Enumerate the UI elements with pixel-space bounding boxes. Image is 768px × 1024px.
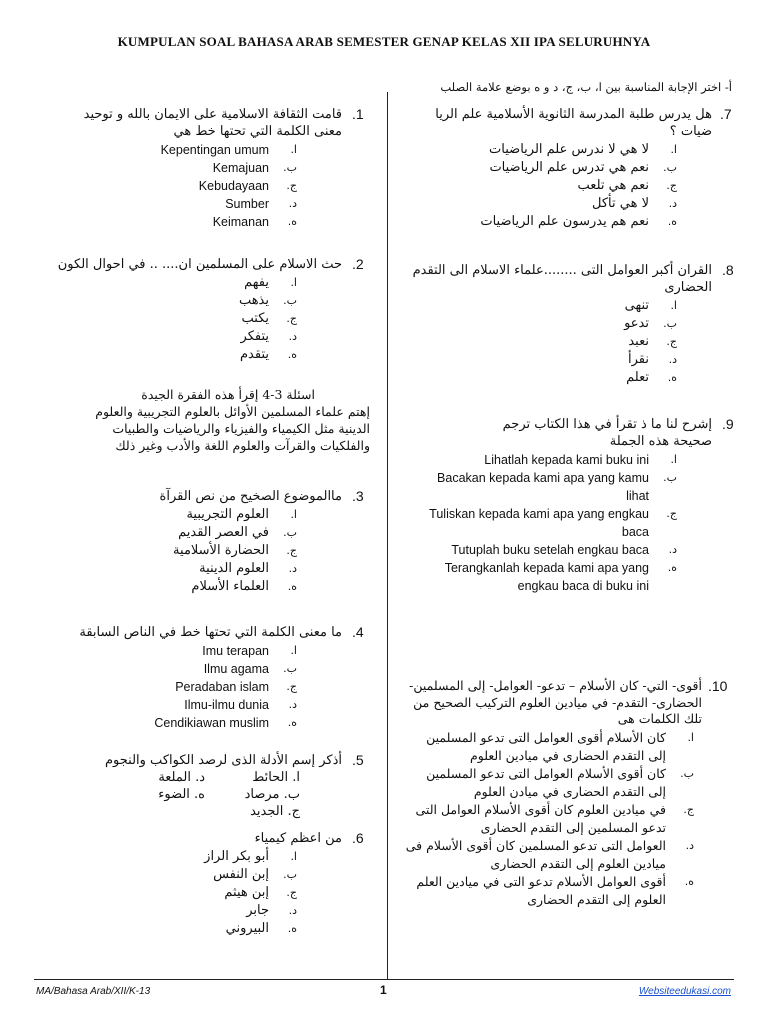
option-text: Lihatlah kepada kami buku ini xyxy=(484,453,649,467)
question-6-number: .6 xyxy=(352,830,364,846)
q6-option-c[interactable] xyxy=(200,884,297,902)
question-3-text: ماالموضوع الصخيح من نص القرآة xyxy=(159,489,342,504)
option-text: كان أقوى الأسلام العوامل التى تدعو المسلمين إلى التقدم الحضارى في ميادن العلوم xyxy=(426,765,666,799)
q6-option-b[interactable] xyxy=(200,866,297,884)
q10-option-b[interactable] xyxy=(405,765,694,801)
question-7-text: هل يدرس طلبة المدرسة الثانوية الأسلامية علم الريا ضيات ؟ xyxy=(435,107,712,139)
q10-option-c[interactable] xyxy=(405,801,694,837)
question-10-text: أقوى- التي- كان الأسلام – تدعو- العوامل- إلى المسلمين- الحضارى- التقدم- في ميادين العلوم التركيب الصحيح من تلك الكلمات هى xyxy=(409,678,702,726)
question-7-number: .7 xyxy=(720,106,732,122)
q2-option-a[interactable] xyxy=(207,274,297,292)
q10-option-a[interactable] xyxy=(405,729,694,765)
option-letter: د. xyxy=(668,353,677,366)
q8-option-c[interactable] xyxy=(607,333,677,351)
option-letter: ه. xyxy=(684,874,694,888)
q4-option-d[interactable] xyxy=(122,696,297,714)
q9-option-c[interactable] xyxy=(427,505,677,541)
q1-option-e[interactable] xyxy=(70,213,297,231)
question-2 xyxy=(40,256,342,364)
option-text: الحضارة الأسلامية xyxy=(173,543,269,558)
question-2-text: حث الاسلام على المسلمين ان.... .. في احوال الكون xyxy=(57,257,342,272)
question-4-text: ما معنى الكلمة التي تحتها خط في الناص السابقة xyxy=(79,625,342,640)
option-letter: ب. xyxy=(283,662,297,675)
option-letter: د. xyxy=(668,543,677,556)
q6-option-a[interactable] xyxy=(200,848,297,866)
option-text: كان الأسلام أقوى العوامل التى تدعو المسلمين إلى التقدم الحضارى في ميادين العلوم xyxy=(426,729,666,763)
q7-option-a[interactable] xyxy=(405,141,677,159)
q4-option-a[interactable] xyxy=(122,642,297,660)
q2-option-c[interactable] xyxy=(207,310,297,328)
option-text: نعم هي تدرس علم الرياضيات xyxy=(489,160,649,175)
option-letter: ج. xyxy=(683,802,694,816)
q5-option-d[interactable]: د. الملعة xyxy=(158,770,205,785)
option-letter: د. xyxy=(288,330,297,343)
q7-option-e[interactable] xyxy=(405,213,677,231)
option-letter: ا. xyxy=(670,143,677,156)
q4-option-b[interactable] xyxy=(122,660,297,678)
option-letter: ا. xyxy=(290,508,297,521)
passage-heading: اسئلة 3-4 إقرأ هذه الفقرة الجيدة xyxy=(141,387,315,402)
question-8 xyxy=(410,262,712,387)
option-text: يكتب xyxy=(241,311,269,326)
q5-option-e[interactable]: ه. الضوء xyxy=(158,787,205,802)
q9-option-b[interactable] xyxy=(427,469,677,505)
option-letter: ا. xyxy=(290,276,297,289)
q1-option-a[interactable] xyxy=(70,141,297,159)
option-letter: ج. xyxy=(286,544,297,557)
question-1-text: قامت الثقافة الاسلامية على الايمان بالله و توحيد معنى الكلمة التي تحتها خط هي xyxy=(83,107,342,139)
question-10-number: .10 xyxy=(708,678,728,694)
q2-option-b[interactable] xyxy=(207,292,297,310)
q3-option-e[interactable] xyxy=(137,578,297,596)
q5-option-a[interactable]: ا. الحائط xyxy=(252,770,300,785)
option-letter: ه. xyxy=(667,371,677,384)
q8-option-a[interactable] xyxy=(607,297,677,315)
question-4-number: .4 xyxy=(352,624,364,640)
question-10 xyxy=(405,678,702,909)
q7-option-d[interactable] xyxy=(405,195,677,213)
instruction-text: أ- اختر الإجابة المناسبة بين ا، ب، ج، د و ه بوضع علامة الصلب xyxy=(440,80,732,94)
option-text: يتفكر xyxy=(240,329,269,344)
option-text: Ilmu-ilmu dunia xyxy=(184,698,269,712)
option-text: نعم هي تلعب xyxy=(577,178,649,193)
q10-option-d[interactable] xyxy=(405,837,694,873)
footer-course-code: MA/Bahasa Arab/XII/K-13 xyxy=(36,986,151,997)
question-5-text: أذكر إسم الأدلة الذى لرصد الكواكب والنجوم xyxy=(105,753,342,768)
q5-option-b[interactable]: ب. مرصاد xyxy=(244,787,300,802)
option-letter: ب. xyxy=(283,161,297,174)
option-letter: ا. xyxy=(670,299,677,312)
option-text: Terangkanlah kepada kami apa yang engkau baca di buku ini xyxy=(444,561,649,593)
option-letter: ب. xyxy=(283,294,297,307)
option-text: العوامل التى تدعو المسلمين كان أقوى الأسلام فى ميادين العلوم إلى التقدم الحضارى xyxy=(405,837,666,871)
q8-option-e[interactable] xyxy=(607,369,677,387)
option-letter: ب. xyxy=(663,317,677,330)
option-letter: ه. xyxy=(287,716,297,729)
website-link[interactable]: Websiteedukasi.com xyxy=(638,986,731,997)
option-text: تنهى xyxy=(624,298,649,313)
option-letter: ج. xyxy=(666,179,677,192)
option-letter: د. xyxy=(288,562,297,575)
q9-option-a[interactable] xyxy=(427,451,677,469)
option-letter: ا. xyxy=(290,850,297,863)
option-letter: ج. xyxy=(286,680,297,693)
q1-option-c[interactable] xyxy=(70,177,297,195)
question-4 xyxy=(60,624,342,732)
q6-option-e[interactable] xyxy=(200,920,297,938)
q2-option-d[interactable] xyxy=(207,328,297,346)
option-text: العلوم الدينية xyxy=(199,561,269,576)
question-1 xyxy=(70,106,342,231)
option-letter: ه. xyxy=(667,561,677,574)
question-1-number: .1 xyxy=(352,106,364,122)
option-letter: ا. xyxy=(290,644,297,657)
option-text: أقوى العوامل الأسلام تدعو التى في ميادين العلم العلوم إلى التقدم الحضارى xyxy=(416,873,666,907)
option-text: في العصر القديم xyxy=(178,525,269,540)
option-letter: ج. xyxy=(286,179,297,192)
option-text: Kepentingan umum xyxy=(160,143,269,157)
q9-option-e[interactable] xyxy=(427,559,677,595)
q6-option-d[interactable] xyxy=(200,902,297,920)
option-text: Kemajuan xyxy=(212,161,269,175)
q3-option-a[interactable] xyxy=(137,506,297,524)
option-letter: د. xyxy=(685,838,694,852)
option-text: العلوم التجريبية xyxy=(186,507,269,522)
option-letter: ه. xyxy=(287,580,297,593)
option-letter: ه. xyxy=(667,215,677,228)
q9-option-d[interactable] xyxy=(427,541,677,559)
option-letter: ا. xyxy=(670,453,677,466)
q3-option-d[interactable] xyxy=(137,560,297,578)
option-text: يفهم xyxy=(244,275,269,290)
option-text: إبن هيثم xyxy=(224,885,269,900)
question-9-number: .9 xyxy=(722,416,734,432)
option-text: Tutuplah buku setelah engkau baca xyxy=(451,543,649,557)
option-text: Cendikiawan muslim xyxy=(154,716,269,730)
column-divider xyxy=(387,92,388,979)
option-text: لا هي لا ندرس علم الرياضيات xyxy=(489,142,649,157)
option-letter: ه. xyxy=(287,348,297,361)
option-text: تعلم xyxy=(626,370,649,385)
option-letter: د. xyxy=(288,698,297,711)
option-text: أبو بكر الراز xyxy=(204,849,269,864)
option-letter: ب. xyxy=(663,471,677,484)
option-letter: ه. xyxy=(287,215,297,228)
option-text: Ilmu agama xyxy=(203,662,269,676)
option-text: يذهب xyxy=(238,293,269,308)
option-text: نعم هم يدرسون علم الرياضيات xyxy=(480,214,649,229)
footer-divider xyxy=(34,979,734,980)
q10-option-e[interactable] xyxy=(405,873,694,909)
option-text: نقرأ xyxy=(628,352,649,367)
option-text: نعبد xyxy=(628,334,649,349)
reading-passage xyxy=(80,386,370,454)
q4-option-e[interactable] xyxy=(122,714,297,732)
question-5 xyxy=(90,752,342,820)
question-5-number: .5 xyxy=(352,752,364,768)
option-letter: ج. xyxy=(666,335,677,348)
q1-option-d[interactable] xyxy=(70,195,297,213)
question-3-number: .3 xyxy=(352,488,364,504)
q7-option-c[interactable] xyxy=(405,177,677,195)
q8-option-b[interactable] xyxy=(607,315,677,333)
question-8-text: القران أكبر العوامل التى ........علماء الاسلام الى التقدم الحضارى xyxy=(412,263,712,295)
option-letter: ا. xyxy=(687,730,694,744)
question-9-text: إشرح لنا ما ذ تقرأ في هذا الكتاب ترجم صحيحة هذه الجملة xyxy=(502,417,712,449)
option-text: جابر xyxy=(246,903,269,918)
q3-option-c[interactable] xyxy=(137,542,297,560)
option-text: البيروني xyxy=(225,921,269,936)
option-letter: د. xyxy=(288,197,297,210)
page-title: KUMPULAN SOAL BAHASA ARAB SEMESTER GENAP KELAS XII IPA SELURUHNYA xyxy=(117,34,651,49)
question-2-number: .2 xyxy=(352,256,364,272)
option-letter: ب. xyxy=(663,161,677,174)
option-letter: ج. xyxy=(286,886,297,899)
option-letter: ج. xyxy=(666,507,677,520)
question-8-number: .8 xyxy=(722,262,734,278)
q5-option-c[interactable]: ج. الجديد xyxy=(250,804,300,819)
option-text: Kebudayaan xyxy=(198,179,269,193)
question-6-text: من اعظم كيمياء xyxy=(254,831,342,846)
q3-option-b[interactable] xyxy=(137,524,297,542)
question-3 xyxy=(120,488,342,596)
q8-option-d[interactable] xyxy=(607,351,677,369)
q7-option-b[interactable] xyxy=(405,159,677,177)
passage-body: إهتم علماء المسلمين الأوائل بالعلوم التجريبية والعلوم الدينية مثل الكيمياء والفيزياء والرياضيات والطبيات والفلكيات والقرآت والعلوم اللغة والأدب وغير ذلك xyxy=(95,404,370,453)
q1-option-b[interactable] xyxy=(70,159,297,177)
option-text: Tuliskan kepada kami apa yang engkau baca xyxy=(429,507,649,539)
question-6 xyxy=(200,830,342,938)
page-number: 1 xyxy=(380,983,387,997)
option-text: Keimanan xyxy=(212,215,269,229)
option-letter: ب. xyxy=(680,766,694,780)
option-letter: ا. xyxy=(290,143,297,156)
option-letter: ه. xyxy=(287,922,297,935)
option-text: تدعو xyxy=(624,316,649,331)
option-letter: ب. xyxy=(283,868,297,881)
option-letter: د. xyxy=(668,197,677,210)
option-text: Imu terapan xyxy=(202,644,269,658)
question-9 xyxy=(410,416,712,595)
q2-option-e[interactable] xyxy=(207,346,297,364)
option-letter: ب. xyxy=(283,526,297,539)
option-text: Bacakan kepada kami apa yang kamu lihat xyxy=(437,471,649,503)
option-text: لا هي تأكل xyxy=(592,196,649,211)
option-text: إبن النفس xyxy=(213,867,269,882)
option-text: في ميادين العلوم كان أقوى الأسلام العوامل التى تدعو المسلمين إلى التقدم الحضارى xyxy=(415,801,666,835)
option-text: Peradaban islam xyxy=(175,680,269,694)
q4-option-c[interactable] xyxy=(122,678,297,696)
question-7 xyxy=(405,106,712,231)
option-letter: ج. xyxy=(286,312,297,325)
option-text: يتقدم xyxy=(240,347,269,362)
option-letter: د. xyxy=(288,904,297,917)
option-text: العلماء الأسلام xyxy=(191,579,269,594)
option-text: Sumber xyxy=(225,197,269,211)
